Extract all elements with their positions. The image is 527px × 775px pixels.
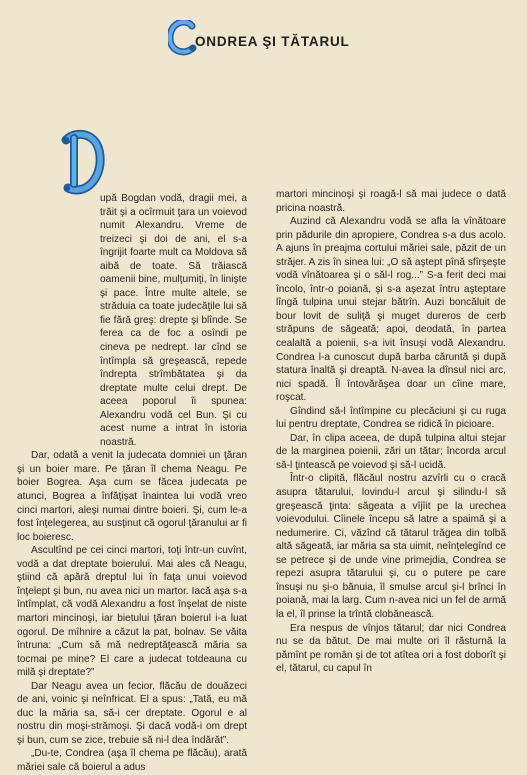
chapter-title-text: ONDREA ŞI TĂTARUL <box>195 34 350 49</box>
paragraph-4: Dar Neagu avea un fecior, flăcău de douăzeci de ani, voinic şi neînfricat. El a spus: „Tată, eu mă duc la măria sa, să-i cer dreptate. Ogorul e al nostru din moşi-strămoşi. Şi dacă vodă-i om drept şi bun, cum se zice, trebuie să ni-l dea îndărăt”. <box>17 680 247 746</box>
paragraph-8: Gîndind să-l întîmpine cu plecăciuni şi cu ruga lui pentru dreptate, Condrea se ridică în picioare. <box>276 405 506 431</box>
right-column <box>276 188 506 676</box>
paragraph-10: Într-o clipită, flăcăul nostru azvîrli cu o cracă asupra tătarului, lovindu-l arcul şi silindu-l să greşească ţinta: săgeata a vîjîit pe la urechea voievodului. Cîinele începu să latre a spaimă şi a nedumerire. Ci, văzînd că tătarul trăgea din tolbă altă săgeată, iar măria sa sta uimit, neînţelegînd ce se petrece şi de unde vine primejdia, Condrea se repezi asupra tătarului şi, cu o putere pe care însuşi nu şi-o bănuia, îl smulse arcul şi-l brînci în poiană, mai la larg. Cum n-avea nici un fel de armă la el, îl prinse la trîntă clobănească. <box>276 473 506 620</box>
paragraph-9: Dar, în clipa aceea, de după tulpina altui stejar de la marginea poienii, zări un tătar; încorda arcul să-l ţintească pe voievod şi să-l ucidă. <box>276 432 506 471</box>
paragraph-2: Dar, odată a venit la judecata domniei un ţăran şi un boier mare. Pe ţăran îl chema Neagu. Pe boier Bogrea. Aşa cum se făcea judecata pe atunci, Bogrea a înfăţişat înaintea lui vodă vreo cinci martori, aleşi numai dintre boieri. Şi, cum le-a fost înţelegerea, au susţinut că ogorul ţăranului ar fi loc boieresc. <box>17 450 247 543</box>
paragraph-6: martori mincinoşi şi roagă-l să mai judece o dată pricina noastră. <box>276 189 506 214</box>
paragraph-11: Era nespus de vînjos tătarul; dar nici Condrea nu se da bătut. De mai multe ori îl răsturnă la pămînt pe român şi de tot atîtea ori a fost doborît şi el, tătarul, cu capul în <box>276 622 506 675</box>
left-column <box>17 130 247 775</box>
paragraph-5: „Du-te, Condrea (aşa îl chema pe flăcău), arată măriei sale că boierul a adus <box>17 748 247 773</box>
paragraph-7: Auzind că Alexandru vodă se afla la vînătoare prin pădurile din apropiere, Condrea s-a dus acolo. A ajuns în preajma cortului măriei sale, păzit de un străjer. A zis în sinea lui: „O să aştept pînă sfîrşeşte vodă vînătoarea şi o săl-l rog...” S-a ferit deci mai încolo, într-o poiană, şi s-a aşezat întru aşteptare lîngă tulpina unui stejar bătrîn. Auzi boncăluit de bour lovit de suliţă şi muget dureros de cerb străpuns de săgeată; apoi, deodată, în partea cealaltă a poienii, s-a ivit însuşi vodă Alexandru. Condrea l-a cunoscut după barba căruntă şi după statura înaltă şi dreaptă. N-avea la dînsul nici arc, nici spadă. Îl întovărăşea doar un cîine mare, roşcat. <box>276 216 506 404</box>
paragraph-3: Ascultînd pe cei cinci martori, toţi într-un cuvînt, vodă a dat dreptate boierului. Mai ales că Neagu, ştiind că apără dreptul lui în faţa unui voievod înţelept şi bun, nu avea nici un martor. Iacă aşa s-a întîmplat, că vodă Alexandru a fost înşelat de niste martori mincinoşi, iar bietului ţăran boierul i-a luat ogorul. De mîhnire a căzut la pat, bolnav. Se văita întruna: „Cum să mă nedreptăţească măria sa tocmai pe mine? El care a judecat totdeauna cu milă şi dreptate?” <box>17 545 247 679</box>
paragraph-1: upă Bogdan vodă, dragii mei, a trăit şi a ocîrmuit ţara un voievod numit Alexandru. Vreme de treizeci şi doi de ani, el s-a îngrijit foarte mult ca Moldova să aibă de toate. Să trăiască oamenii bine, mulţumiţi, în linişte şi pace. Între multe altele, se străduia ca toate judecăţile lui să fie fără greş: drepte şi blînde. Se ferea ca de foc a osîndi pe cineva pe nedrept. Iar cînd se întîmpla să greşească, repede îndrepta strîmbătatea şi da dreptate multe celui drept. De aceea poporul îi spunea: Alexandru vodă cel Bun. Şi cu acest nume a intrat în istoria noastră. <box>100 193 247 448</box>
title-dropcap-c <box>168 20 198 56</box>
